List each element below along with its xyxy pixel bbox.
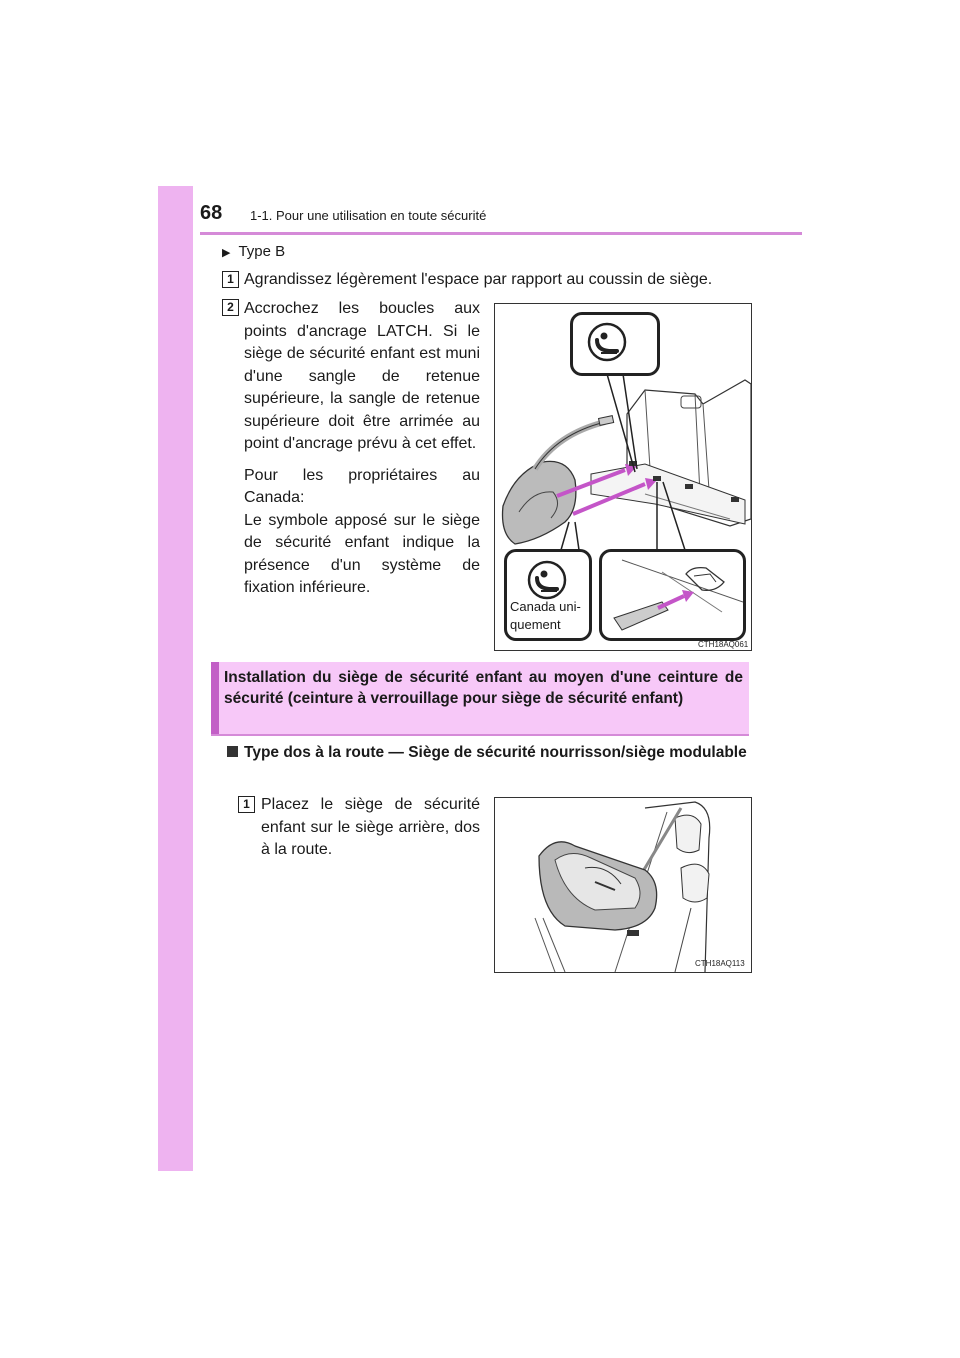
section-title: 1-1. Pour une utilisation en toute sécurité [250, 208, 487, 223]
figure-2-code: CTH18AQ113 [695, 959, 745, 968]
canada-symbol-callout [504, 549, 592, 641]
canada-only-label-line-2: quement [510, 617, 561, 632]
type-b-heading [222, 243, 285, 260]
subsection-heading-text: Type dos à la route — Siège de sécurité nourrisson/siège modulable [244, 744, 747, 761]
page-number: 68 [200, 202, 223, 224]
child-seat-symbol-icon [573, 315, 657, 373]
step-2-paragraph-1: Accrochez les boucles aux points d'ancrage LATCH. Si le siège de sécurité enfant est muni d'une sangle de retenue supérieure, la sangle de retenue supérieure doit être arrimée au point d'ancrage prévu à cet effet. [244, 300, 480, 452]
anchor-detail-drawing [602, 552, 743, 638]
canada-only-label [510, 598, 581, 634]
type-b-label: Type B [238, 243, 286, 260]
header-divider [200, 232, 802, 235]
square-bullet-icon [227, 746, 238, 757]
figure-1-code: CTH18AQ061 [698, 640, 749, 649]
step-1b-badge: 1 [238, 796, 255, 813]
sidebar-tab [158, 186, 193, 1171]
banner-accent-bar [211, 662, 219, 734]
step-2-badge: 2 [222, 299, 239, 316]
latch-anchor-illustration [494, 303, 752, 651]
rear-facing-scene-drawing [495, 798, 751, 972]
subsection-heading [227, 741, 747, 764]
section-banner [211, 662, 749, 736]
canada-only-label-line-1: Canada uni- [510, 599, 581, 614]
step-2-paragraph-2: Pour les propriétaires au Canada: [244, 466, 480, 506]
anchor-detail-callout [599, 549, 746, 641]
step-2-text [244, 298, 480, 600]
child-seat-symbol-canada-icon [507, 552, 589, 600]
step-2-paragraph-3: Le symbole apposé sur le siège de sécurité enfant indique la présence d'un système de fixation inférieure. [244, 511, 480, 596]
step-1b-text [261, 794, 480, 862]
step-1-text: Agrandissez légèrement l'espace par rapport au coussin de siège. [244, 271, 713, 288]
triangle-bullet-icon: ▶ [222, 247, 231, 259]
step-1b-paragraph: Placez le siège de sécurité enfant sur le siège arrière, dos à la route. [261, 796, 480, 858]
latch-symbol-callout-top [570, 312, 660, 376]
step-1-badge: 1 [222, 271, 239, 288]
banner-heading: Installation du siège de sécurité enfant au moyen d'une ceinture de sécurité (ceinture à verrouillage pour siège de sécurité enfant) [224, 669, 743, 707]
rear-facing-seat-illustration [494, 797, 752, 973]
